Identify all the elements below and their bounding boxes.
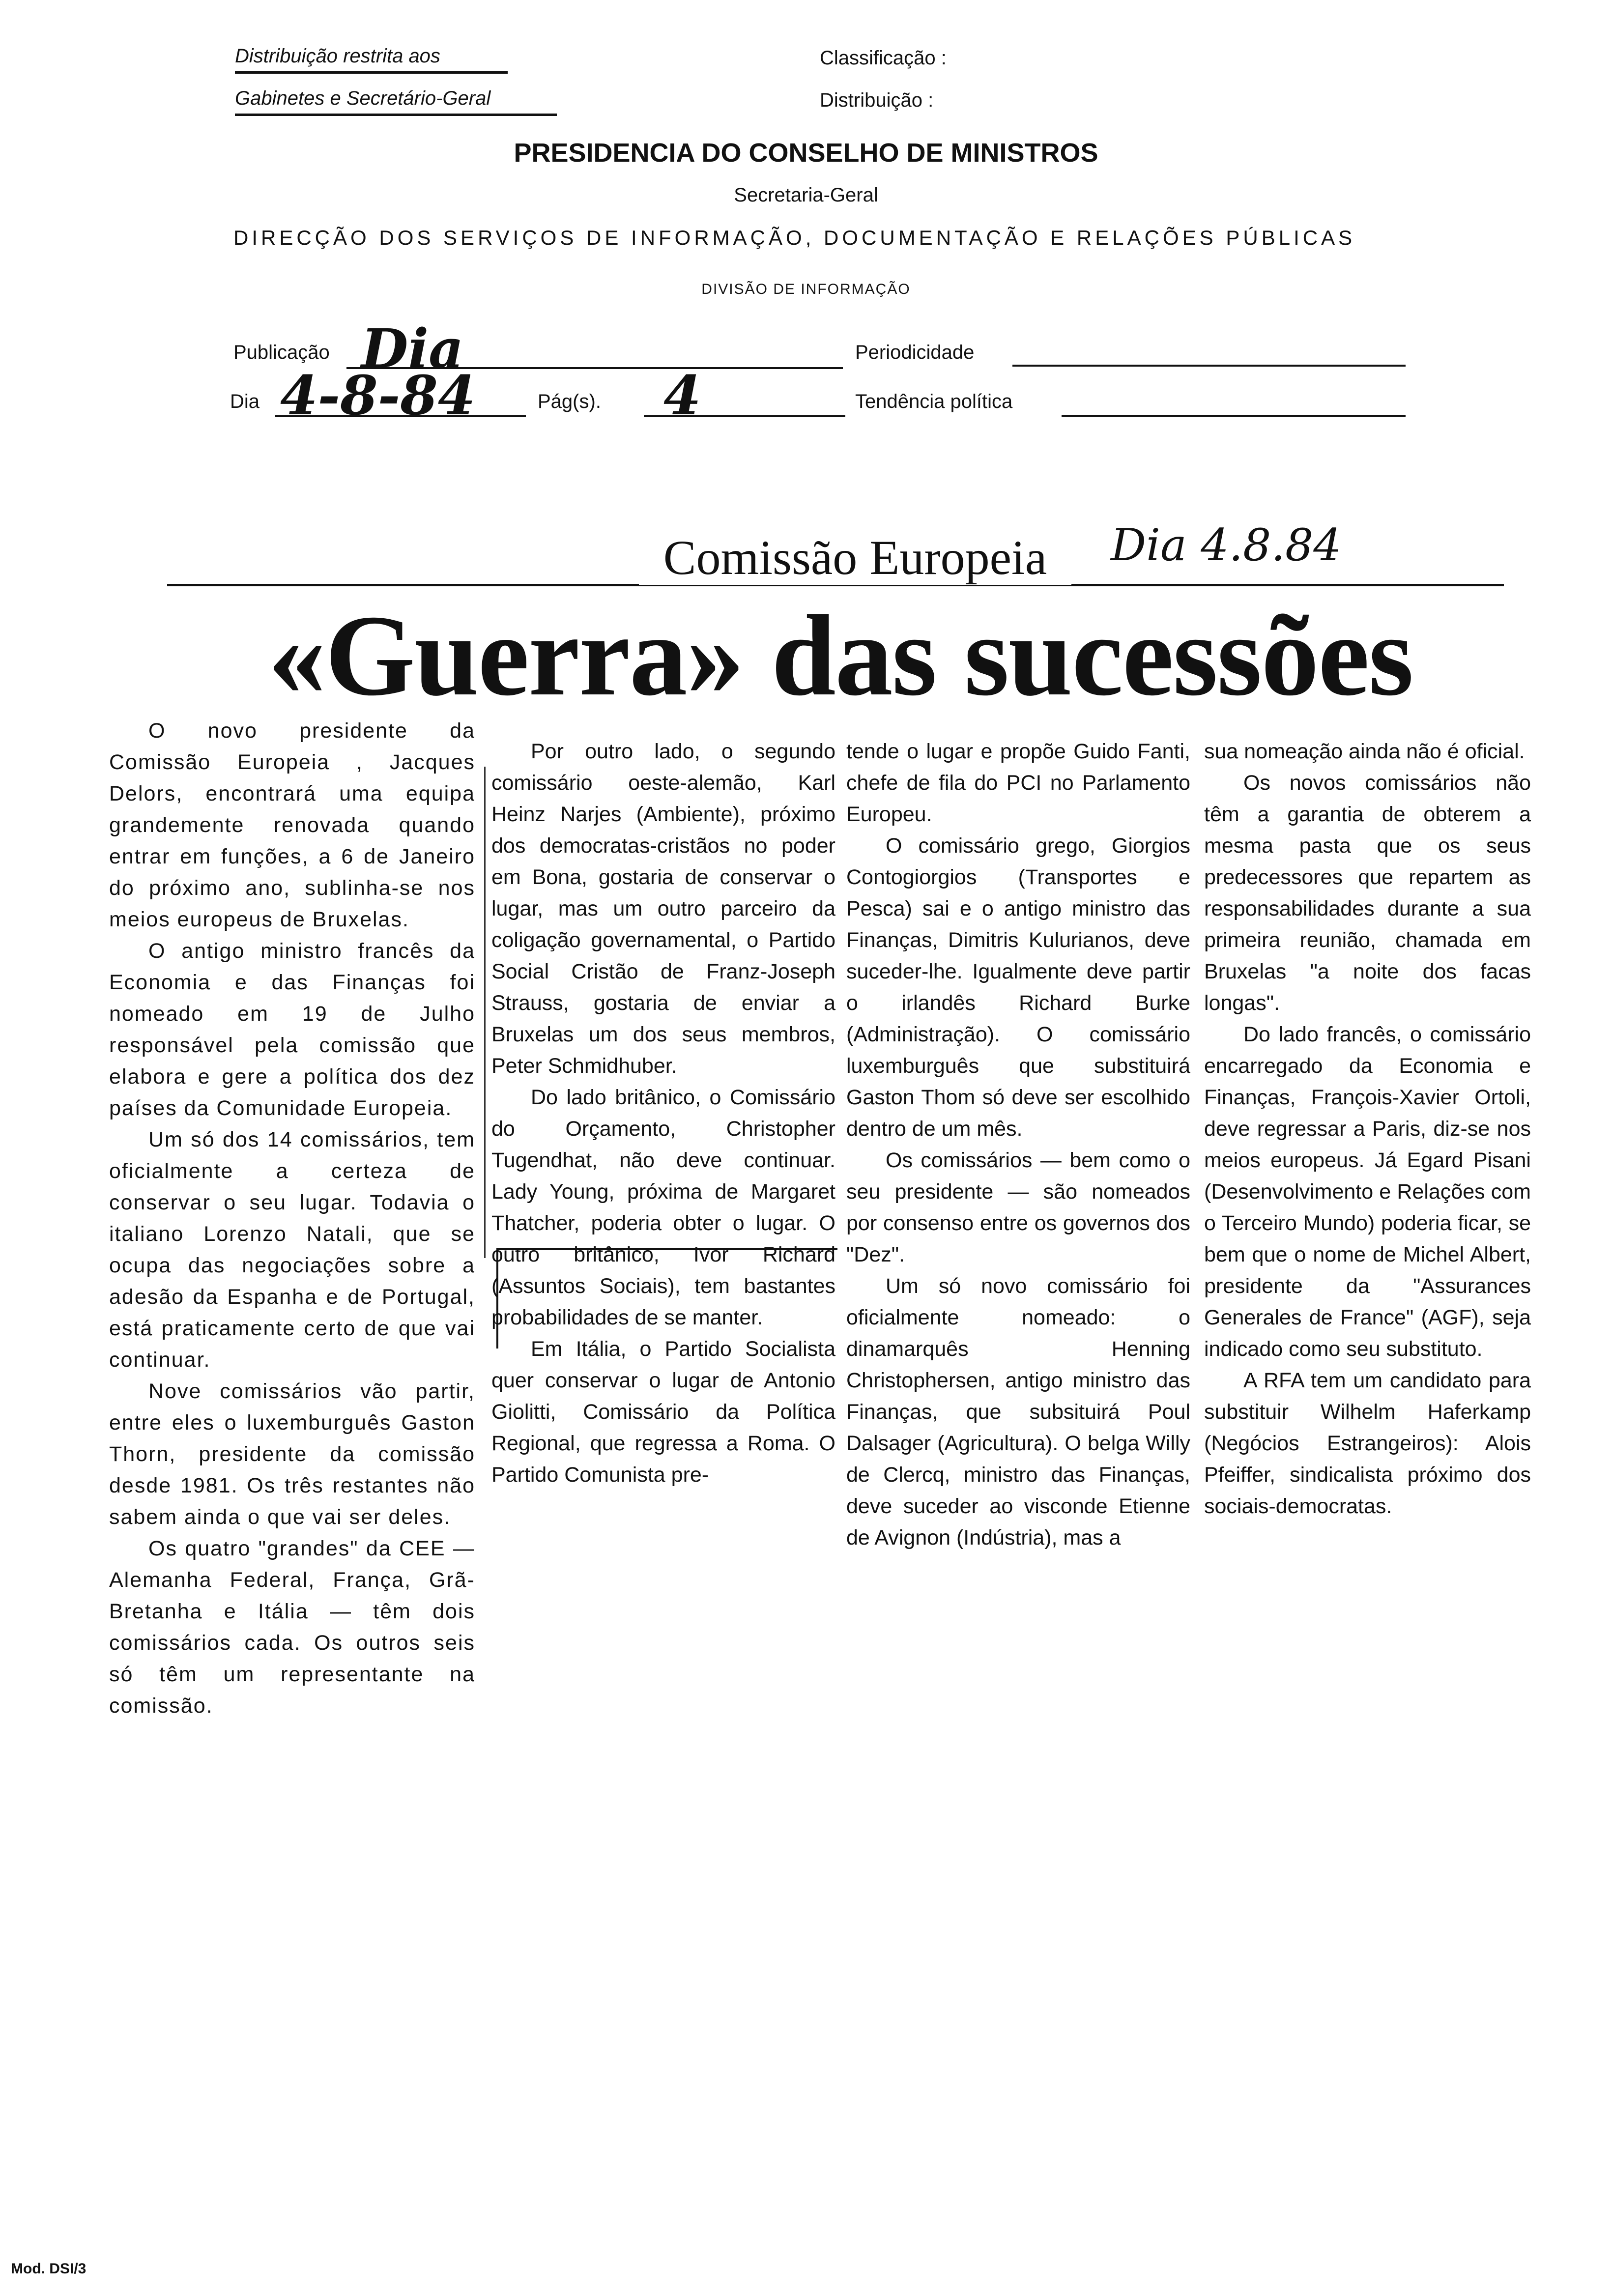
article-column-2 (491, 736, 835, 1491)
handwritten-date-note: Dia 4.8.84 (1111, 519, 1342, 571)
column-divider (484, 767, 486, 1258)
clipping-edge-mark (496, 1248, 837, 1349)
day-handwritten-value: 4-8-84 (280, 364, 476, 427)
article-kicker: Comissão Europeia (639, 531, 1071, 585)
pages-label: Pág(s). (538, 391, 601, 412)
paragraph: Um só novo comissário foi oficialmente nomeado: o dinamarquês Henning Christophersen, antigo ministro das Finanças, que subsituirá Poul Dalsager (Agricultura). O belga Willy de Clercq, ministro das Finanças, deve suceder ao visconde Etienne de Avignon (Indústria), mas a (846, 1274, 1190, 1550)
pages-field (644, 364, 845, 427)
distribution-label: Distribuição : (820, 89, 934, 111)
paragraph: Por outro lado, o segundo comissário oeste-alemão, Karl Heinz Narjes (Ambiente), próximo dos democratas-cristãos no poder em Bona, gostaria de conservar o lugar, mas um outro parceiro da coligação governamental, o Partido Social Cristão de Franz-Joseph Strauss, gostaria de enviar a Bruxelas um dos seus membros, Peter Schmidhuber. (491, 740, 835, 1078)
publication-label: Publicação (233, 342, 330, 363)
restricted-distribution-line2: Gabinetes e Secretário-Geral (235, 87, 557, 116)
article-column-3 (846, 736, 1190, 1553)
article-column-4 (1204, 736, 1531, 1522)
paragraph: Do lado britânico, o Comissário do Orçamento, Christopher Tugendhat, não deve continuar. Lady Young, próxima de Margaret Thatcher, poderia obter o lugar. O outro britânico, Ivor Richard (Assuntos Sociais), tem bastantes probabilidades de se manter. (491, 1086, 835, 1329)
secretariat-subtitle: Secretaria-Geral (734, 184, 878, 206)
political-tendency-label: Tendência política (855, 391, 1013, 412)
directorate-line: DIRECÇÃO DOS SERVIÇOS DE INFORMAÇÃO, DOCUMENTAÇÃO E RELAÇÕES PÚBLICAS (233, 226, 1356, 249)
paragraph: tende o lugar e propõe Guido Fanti, chefe de fila do PCI no Parlamento Europeu. (846, 740, 1190, 826)
day-label: Dia (230, 391, 260, 412)
publication-field (346, 317, 843, 380)
restricted-distribution-line1: Distribuição restrita aos (235, 45, 508, 74)
publication-handwritten-value: Dia (361, 317, 464, 380)
paragraph: Os quatro "grandes" da CEE — Alemanha Federal, França, Grã-Bretanha e Itália — têm dois comissários cada. Os outros seis só têm um representante na comissão. (109, 1537, 475, 1718)
paragraph: Os comissários — bem como o seu presidente — são nomeados por consenso entre os governos dos "Dez". (846, 1148, 1190, 1266)
paragraph: O novo presidente da Comissão Europeia , Jacques Delors, encontrará uma equipa grandemente renovada quando entrar em funções, a 6 de Janeiro do próximo ano, sublinha-se nos meios europeus de Bruxelas. (109, 719, 475, 931)
article-column-1 (109, 715, 475, 1722)
institution-title: PRESIDENCIA DO CONSELHO DE MINISTROS (514, 138, 1098, 168)
classification-label: Classificação : (820, 47, 947, 69)
paragraph: O antigo ministro francês da Economia e das Finanças foi nomeado em 19 de Julho responsável pela comissão que elabora e gere a política dos dez países da Comunidade Europeia. (109, 939, 475, 1120)
pages-handwritten-value: 4 (663, 364, 701, 427)
paragraph: A RFA tem um candidato para substituir Wilhelm Haferkamp (Negócios Estrangeiros): Alois Pfeiffer, sindicalista próximo dos sociais-democratas. (1204, 1369, 1531, 1518)
paragraph: sua nomeação ainda não é oficial. (1204, 740, 1525, 763)
article-headline: «Guerra» das sucessões (268, 592, 1413, 720)
paragraph: Os novos comissários não têm a garantia de obterem a mesma pasta que os seus predecessores que repartem as responsabilidades durante a sua primeira reunião, chamada em Bruxelas "a noite dos facas longas". (1204, 771, 1531, 1015)
periodicity-label: Periodicidade (855, 342, 975, 363)
paragraph: Do lado francês, o comissário encarregado da Economia e Finanças, François-Xavier Ortoli, deve regressar a Paris, diz-se nos meios europeus. Já Egard Pisani (Desenvolvimento e Relações com o Terceiro Mundo) poderia ficar, se bem que o nome de Michel Albert, presidente da "Assurances Generales de France" (AGF), seja indicado como seu substituto. (1204, 1023, 1531, 1361)
periodicity-field (1012, 344, 1406, 367)
day-field (275, 364, 526, 427)
division-line: DIVISÃO DE INFORMAÇÃO (701, 281, 911, 297)
paragraph: Um só dos 14 comissários, tem oficialmente a certeza de conservar o seu lugar. Todavia o italiano Lorenzo Natali, que se ocupa das negociações sobre a adesão da Espanha e de Portugal, está praticamente certo de que vai continuar. (109, 1128, 475, 1372)
paragraph: Nove comissários vão partir, entre eles o luxemburguês Gaston Thorn, presidente da comissão desde 1981. Os três restantes não sabem ainda o que vai ser deles. (109, 1379, 475, 1529)
political-tendency-field (1062, 393, 1406, 417)
paragraph: O comissário grego, Giorgios Contogiorgios (Transportes e Pesca) sai e o antigo ministro das Finanças, Dimitris Kulurianos, deve suceder-lhe. Igualmente deve partir o irlandês Richard Burke (Administração). O comissário luxemburguês que substituirá Gaston Thom só deve ser escolhido dentro de um mês. (846, 834, 1190, 1141)
form-code: Mod. DSI/3 (11, 2261, 86, 2277)
paragraph: Em Itália, o Partido Socialista quer conservar o lugar de Antonio Giolitti, Comissário da Política Regional, que regressa a Roma. O Partido Comunista pre- (491, 1337, 835, 1487)
